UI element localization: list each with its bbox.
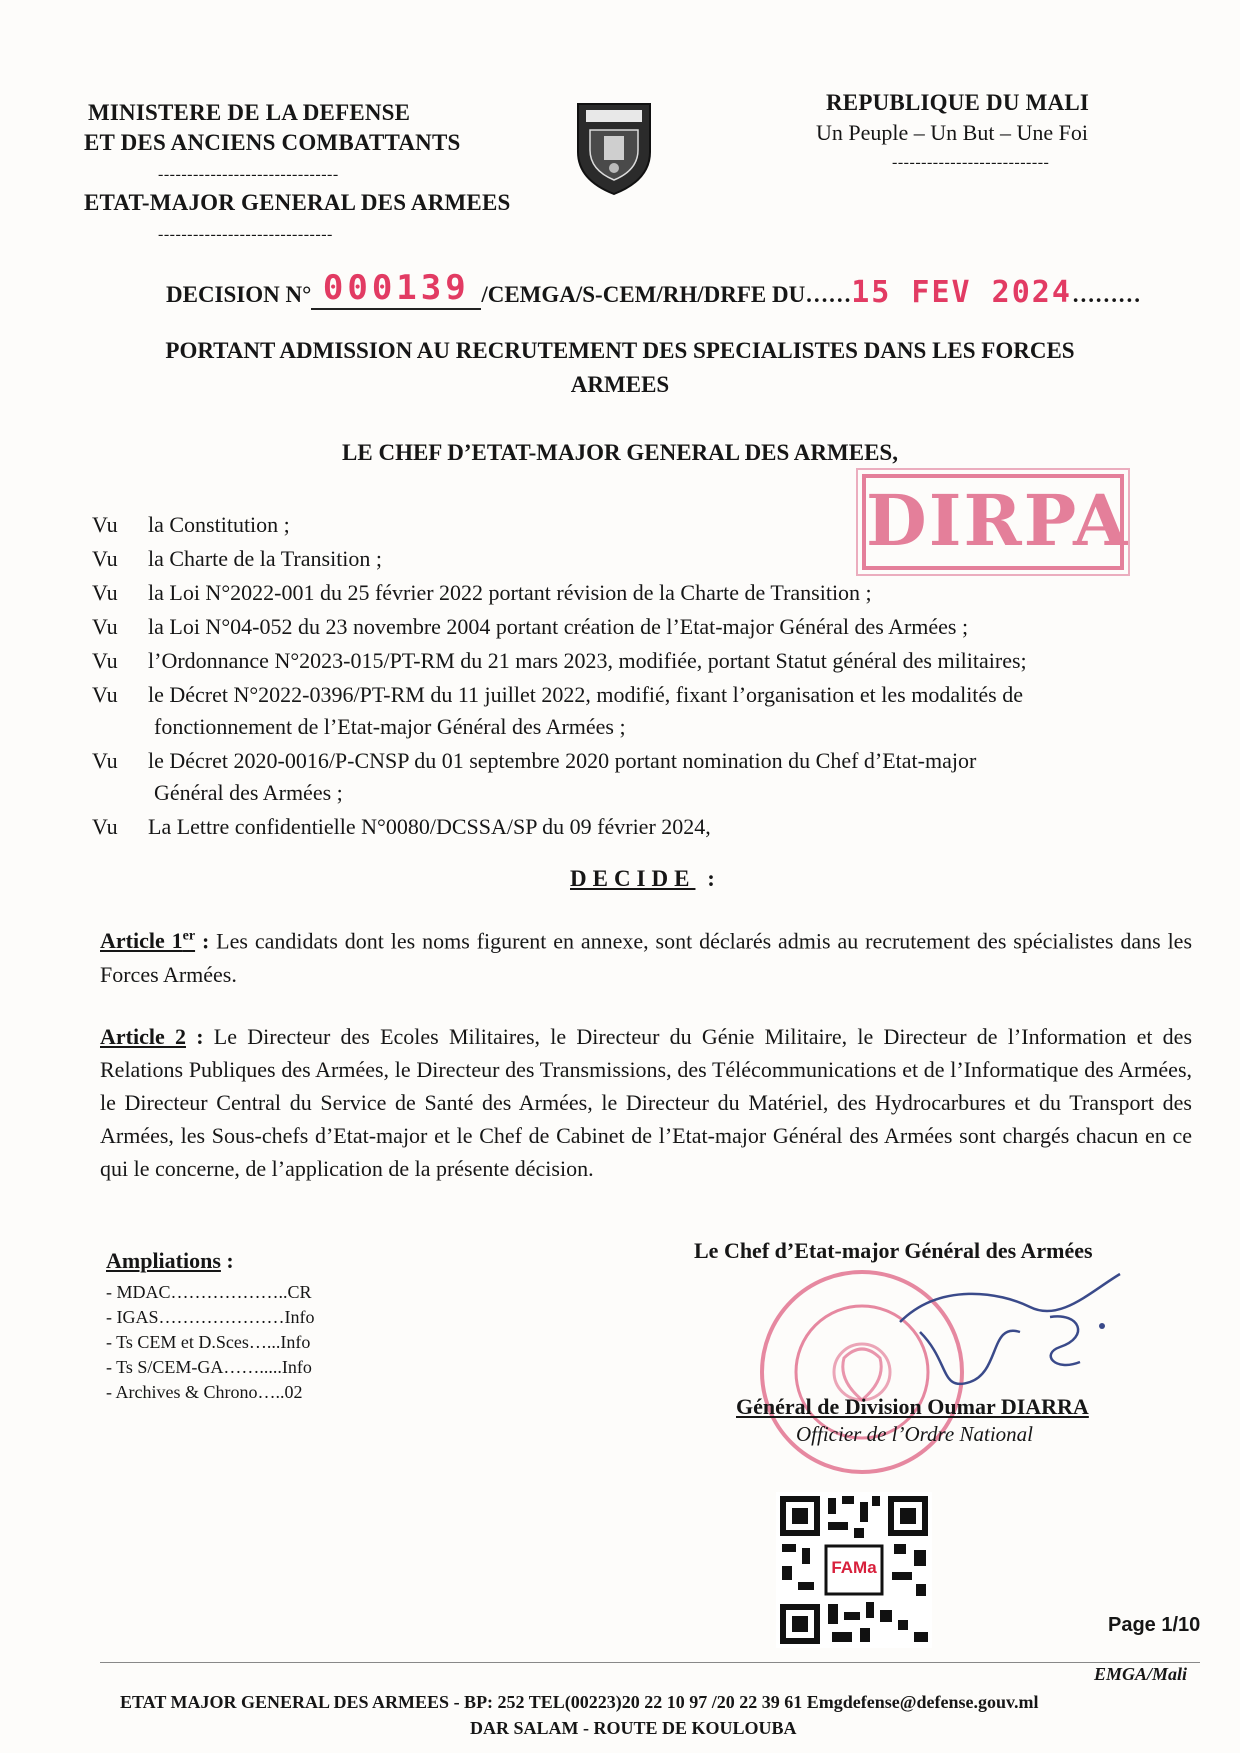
- ampliation-item: - Ts CEM et D.Sces…...Info: [106, 1332, 311, 1352]
- decision-line: [166, 268, 1141, 310]
- decision-dots: ……: [805, 282, 852, 307]
- footer-location: DAR SALAM - ROUTE DE KOULOUBA: [470, 1718, 797, 1738]
- vu-item: Vu la Loi N°04-052 du 23 novembre 2004 portant création de l’Etat-major Général des Armées ;: [92, 614, 969, 639]
- dirpa-stamp: DIRPA: [862, 474, 1124, 570]
- page-number: Page 1/10: [1108, 1614, 1201, 1636]
- handwritten-signature-icon: [880, 1262, 1140, 1402]
- decision-prefix: DECISION N°: [166, 282, 312, 307]
- ampliation-item: - Ts S/CEM-GA…….....Info: [106, 1357, 312, 1377]
- qr-code: [776, 1492, 932, 1648]
- article-1: Article 1er : Les candidats dont les noms figurent en annexe, sont déclarés admis au recrutement des spécialistes dans les Forces Armées.: [100, 928, 1193, 988]
- vu-item: Vu la Constitution ;: [92, 512, 290, 537]
- header-divider-1: -------------------------------: [158, 166, 339, 183]
- decision-title-line1: PORTANT ADMISSION AU RECRUTEMENT DES SPECIALISTES DANS LES FORCES: [165, 338, 1075, 363]
- ampliation-item: - MDAC………………..CR: [106, 1282, 312, 1302]
- vu-item: Vu La Lettre confidentielle N°0080/DCSSA/SP du 09 février 2024,: [92, 814, 711, 839]
- ministry-line2: ET DES ANCIENS COMBATTANTS: [84, 130, 461, 155]
- decision-dots-after: ………: [1071, 282, 1141, 307]
- article-2-label: Article 2: [100, 1024, 186, 1049]
- article-1-text: Les candidats dont les noms figurent en annexe, sont déclarés admis au recrutement des spécialistes dans les Forces Armées.: [100, 928, 1193, 988]
- staff-name: ETAT-MAJOR GENERAL DES ARMEES: [84, 190, 511, 215]
- signatory-title: Officier de l’Ordre National: [796, 1422, 1033, 1446]
- republic-name: REPUBLIQUE DU MALI: [826, 90, 1090, 115]
- decide-heading: DECIDE :: [570, 866, 721, 891]
- article-2: Article 2 : Le Directeur des Ecoles Militaires, le Directeur du Génie Militaire, le Directeur de l’Information et des Relations Publiques des Armées, le Directeur des Transmissions, des Télécommunications et de l’Informatique des Armées, le Directeur Central du Service de Santé des Armées, le Directeur du Matériel, des Hydrocarbures et du Transport des Armées, les Sous-chefs d’Etat-major et le Chef de Cabinet de l’Etat-major Général des Armées sont chargés chacun en ce qui le concerne, de l’application de la présente décision.: [100, 1024, 1193, 1181]
- vu-item: Vu le Décret N°2022-0396/PT-RM du 11 juillet 2022, modifié, fixant l’organisation et les modalités de: [92, 682, 1024, 707]
- decision-reference: /CEMGA/S-CEM/RH/DRFE DU: [481, 282, 806, 307]
- decision-title-line2: ARMEES: [570, 372, 670, 397]
- vu-item: Vu la Charte de la Transition ;: [92, 546, 383, 571]
- footer-address: ETAT MAJOR GENERAL DES ARMEES - BP: 252 TEL(00223)20 22 10 97 /20 22 39 61 Emgdefense@defense.gouv.ml: [120, 1692, 1039, 1712]
- article-1-label: Article 1er: [100, 928, 196, 954]
- qr-logo-label: FAMa: [831, 1558, 877, 1577]
- header-divider-2: ------------------------------: [158, 226, 333, 243]
- header-divider-3: ---------------------------: [892, 154, 1050, 171]
- army-emblem-icon: [572, 100, 656, 196]
- vu-item: Vu l’Ordonnance N°2023-015/PT-RM du 21 mars 2023, modifiée, portant Statut général des militaires;: [92, 648, 1027, 673]
- vu-item-continuation: Général des Armées ;: [154, 780, 343, 805]
- vu-item: Vu le Décret 2020-0016/P-CNSP du 01 septembre 2020 portant nomination du Chef d’Etat-major: [92, 748, 977, 773]
- ampliation-item: - Archives & Chrono…..02: [106, 1382, 303, 1402]
- ampliation-item: - IGAS…………………Info: [106, 1307, 315, 1327]
- vu-item-continuation: fonctionnement de l’Etat-major Général des Armées ;: [154, 714, 626, 739]
- decision-number: 000139: [322, 268, 470, 308]
- signatory-role: Le Chef d’Etat-major Général des Armées: [694, 1238, 1093, 1263]
- signatory-name: Général de Division Oumar DIARRA: [736, 1394, 1089, 1419]
- article-2-text: Le Directeur des Ecoles Militaires, le Directeur du Génie Militaire, le Directeur de l’Information et des Relations Publiques des Armées, le Directeur des Transmissions, des Télécommunications et de l’Informatique des Armées, le Directeur Central du Service de Santé des Armées, le Directeur du Matériel, des Hydrocarbures et du Transport des Armées, les Sous-chefs d’Etat-major et le Chef de Cabinet de l’Etat-major Général des Armées sont chargés chacun en ce qui le concerne, de l’application de la présente décision.: [100, 1024, 1193, 1181]
- national-motto: Un Peuple – Un But – Une Foi: [816, 120, 1088, 145]
- authority-heading: LE CHEF D’ETAT-MAJOR GENERAL DES ARMEES,: [342, 440, 898, 465]
- decision-date: 15 FEV 2024: [851, 275, 1072, 310]
- ministry-line1: MINISTERE DE LA DEFENSE: [88, 100, 411, 125]
- reference-code: EMGA/Mali: [1094, 1664, 1188, 1684]
- ampliations-title: Ampliations :: [106, 1248, 234, 1273]
- vu-item: Vu la Loi N°2022-001 du 25 février 2022 portant révision de la Charte de Transition ;: [92, 580, 872, 605]
- footer-divider: [100, 1662, 1200, 1663]
